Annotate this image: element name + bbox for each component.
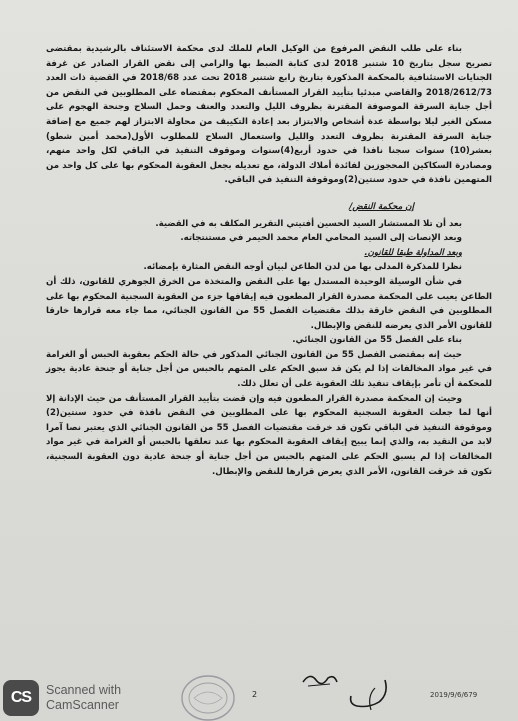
deliberation-heading: وبعد المداولة طبقا للقانون. bbox=[364, 247, 462, 258]
reason-article-55: حيث إنه بمقتضى الفصل 55 من القانون الجنائي المذكور في حالة الحكم بعقوبة الحبس أو الغرامة في غير مواد المخالفات إذا لم يكن قد سبق الحكم على المتهم بالحبس من أجل جناية أو جنحة عادية يجوز للمحكمة أن تأمر بإيقاف تنفيذ تلك العقوبة على أن تعلل ذلك. bbox=[46, 349, 492, 390]
page-number: 2 bbox=[252, 690, 258, 699]
hearing-line-rapporteur: بعد أن تلا المستشار السيد الحسين أفتيتي التقرير المكلف به في القضية. bbox=[155, 218, 462, 229]
camscanner-logo-icon: CS bbox=[3, 680, 39, 716]
reason-memo: نظرا للمذكرة المدلى بها من لدن الطاعن لبيان أوجه النقض المثارة بإمضائه. bbox=[143, 262, 462, 273]
reason-ground: في شأن الوسيلة الوحيدة المستدل بها على النقض والمتخذة من الخرق الجوهري للقانون، ذلك أن الطاعن يعيب على المحكمة مصدرة القرار المطعون فيه إيقافها جزء من العقوبة السجنية المحكوم بها على المطلوبين في النقض خارقة بذلك مقتضيات الفصل 55 من القانون الجنائي، مما جاء معه قرارها خارقا للقانون الأمر الذي يعرضه للنقض والإبطال. bbox=[46, 276, 492, 331]
case-reference: 2019/9/6/679 bbox=[430, 691, 478, 699]
request-paragraph: بناء على طلب النقض المرفوع من الوكيل العام للملك لدى محكمة الاستئناف بالرشيدية بمقتضى تصريح سجل بتاريخ 10 شتنبر 2018 لدى كتابة الضبط بها والرامي إلى نقض القرار الصادر عن غرفة الجنايات الاستئنافية بالمحكمة المذكورة بتاريخ رابع شتنبر 2018 تحت عدد 2018/68 في القضية ذات العدد 2018/2612/73 والقاضي مبدئيا بتأييد القرار المستأنف المحكوم بمقتضاه على المطلوبين في النقض من أجل جناية السرقة الموصوفة المقترنة بظروف الليل والتعدد والعنف وحمل السلاح وجنحة الهجوم على مسكن الغير ليلا بواسطة عدة أشخاص والابتزاز بعد إعادة التكييف من محاولة الابتزاز لهم جميع مع إضافة جناية السرقة المقترنة بظروف التعدد والليل واستعمال السلاح للمطلوب الأول(محمد أمين شطو) بعشر(10) سنوات سجنا نافذا في حدود أربع(4)سنوات وموقوف التنفيذ في الباقي لكل واحد منهم، ومصادرة السكاكين المحجوزين لفائدة أملاك الدولة، مع تعديله بجعل العقوبة المحكوم بها على كل واحد من المتهمين نافذة في حدود سنتين(2)وموقوفة التنفيذ في الباقي. bbox=[46, 44, 492, 186]
scanner-line-1: Scanned with bbox=[46, 683, 122, 697]
reason-legal-basis: بناء على الفصل 55 من القانون الجنائي. bbox=[292, 335, 462, 346]
hearing-line-prosecutor: وبعد الإنصات إلى السيد المحامي العام محمد الحيمر في مستنتجاته. bbox=[180, 233, 462, 244]
camscanner-watermark bbox=[0, 676, 160, 721]
camscanner-text bbox=[46, 683, 121, 713]
document-body bbox=[46, 42, 492, 479]
court-heading: إن محكمة النقض/ bbox=[349, 201, 414, 212]
reason-conclusion: وحيث إن المحكمة مصدرة القرار المطعون فيه وإن قضت بتأييد القرار المستأنف من حيث الإدانة إلا أنها لما جعلت العقوبة السجنية المحكوم بها على المطلوبين في النقض نافذة في حدود سنتين(2) وموقوفة التنفيذ في الباقي تكون قد خرقت مقتضيات الفصل 55 من القانون الجنائي الذي يعتبر نصا آمرا لابد من التقيد به، والذي إنما يبيح إيقاف العقوبة المحكوم بها عند تعلقها بالحبس أو الغرامة في غير مواد المخالفات إذا لم يسبق الحكم على المتهم بالحبس من أجل جناية أو جنحة عادية دون العقوبة السجنية، تكون قد خرقت القانون، الأمر الذي يعرض قرارها للنقض والإبطال. bbox=[46, 393, 492, 477]
scanner-line-2: CamScanner bbox=[46, 698, 119, 712]
